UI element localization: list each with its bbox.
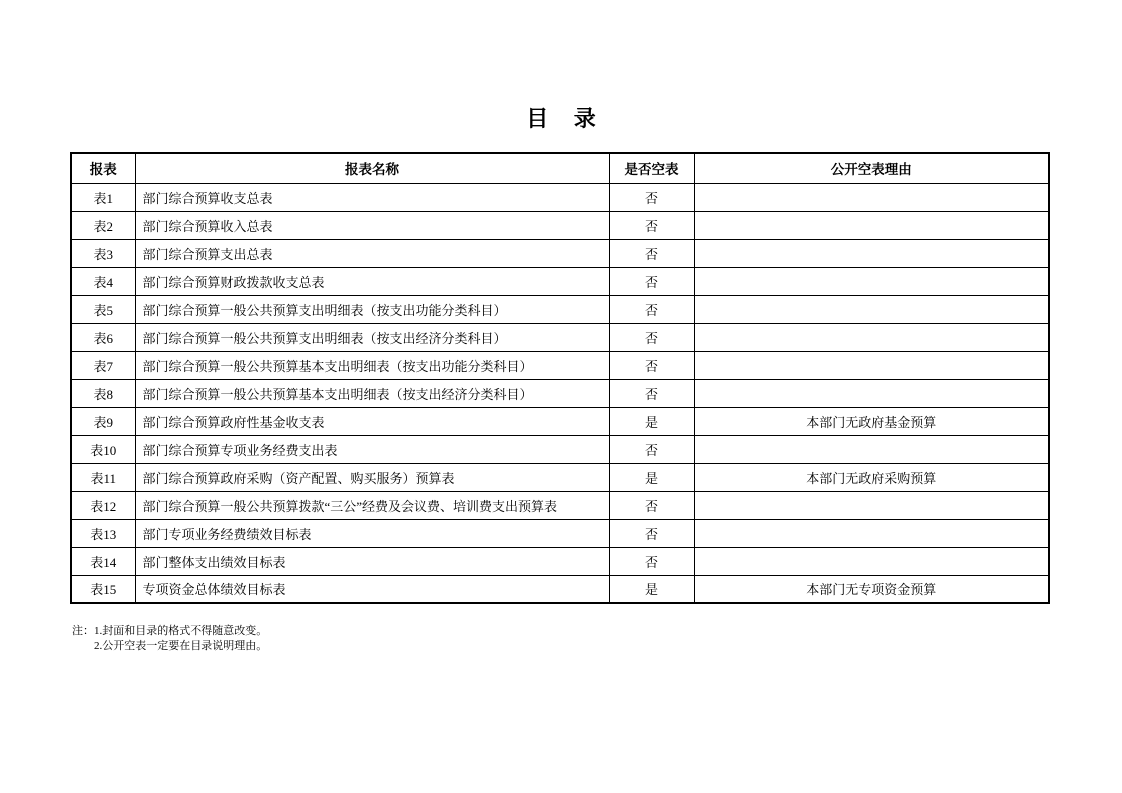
report-id-cell: 表12 (71, 491, 135, 519)
is-empty-cell: 是 (609, 575, 694, 603)
report-id-cell: 表11 (71, 463, 135, 491)
column-header-is-empty: 是否空表 (609, 153, 694, 183)
notes (72, 624, 267, 654)
column-header-report-name: 报表名称 (135, 153, 609, 183)
table-row (71, 183, 1049, 211)
column-header-empty-reason: 公开空表理由 (694, 153, 1049, 183)
table-row (71, 491, 1049, 519)
table-header-row (71, 153, 1049, 183)
note-prefix: 注： (72, 625, 94, 637)
report-name-cell: 部门综合预算一般公共预算基本支出明细表（按支出功能分类科目） (135, 351, 609, 379)
note-line-1 (72, 624, 267, 639)
table-row (71, 295, 1049, 323)
report-id-cell: 表4 (71, 267, 135, 295)
table-row (71, 407, 1049, 435)
empty-reason-cell (694, 183, 1049, 211)
is-empty-cell: 否 (609, 351, 694, 379)
report-id-cell: 表7 (71, 351, 135, 379)
note-item-1: 1.封面和目录的格式不得随意改变。 (94, 625, 268, 637)
empty-reason-cell (694, 435, 1049, 463)
is-empty-cell: 否 (609, 211, 694, 239)
table-row (71, 239, 1049, 267)
empty-reason-cell (694, 239, 1049, 267)
report-id-cell: 表1 (71, 183, 135, 211)
report-name-cell: 部门综合预算专项业务经费支出表 (135, 435, 609, 463)
is-empty-cell: 是 (609, 407, 694, 435)
report-id-cell: 表13 (71, 519, 135, 547)
empty-reason-cell (694, 491, 1049, 519)
is-empty-cell: 否 (609, 491, 694, 519)
report-id-cell: 表9 (71, 407, 135, 435)
report-name-cell: 部门综合预算一般公共预算支出明细表（按支出经济分类科目） (135, 323, 609, 351)
is-empty-cell: 是 (609, 463, 694, 491)
empty-reason-cell (694, 351, 1049, 379)
is-empty-cell: 否 (609, 547, 694, 575)
report-id-cell: 表3 (71, 239, 135, 267)
report-name-cell: 部门综合预算收支总表 (135, 183, 609, 211)
table-row (71, 379, 1049, 407)
report-name-cell: 部门综合预算财政拨款收支总表 (135, 267, 609, 295)
empty-reason-cell (694, 295, 1049, 323)
note-item-2: 2.公开空表一定要在目录说明理由。 (94, 640, 268, 652)
table-row (71, 435, 1049, 463)
report-id-cell: 表5 (71, 295, 135, 323)
report-id-cell: 表10 (71, 435, 135, 463)
is-empty-cell: 否 (609, 435, 694, 463)
table-body (71, 183, 1049, 603)
is-empty-cell: 否 (609, 323, 694, 351)
report-name-cell: 部门综合预算一般公共预算基本支出明细表（按支出经济分类科目） (135, 379, 609, 407)
is-empty-cell: 否 (609, 267, 694, 295)
note-line-2 (72, 639, 267, 654)
report-name-cell: 部门综合预算收入总表 (135, 211, 609, 239)
is-empty-cell: 否 (609, 519, 694, 547)
table-row (71, 463, 1049, 491)
table-row (71, 351, 1049, 379)
report-name-cell: 部门综合预算政府性基金收支表 (135, 407, 609, 435)
column-header-report-id: 报表 (71, 153, 135, 183)
is-empty-cell: 否 (609, 183, 694, 211)
table-row (71, 547, 1049, 575)
table-row (71, 267, 1049, 295)
report-name-cell: 部门综合预算支出总表 (135, 239, 609, 267)
report-name-cell: 部门综合预算政府采购（资产配置、购买服务）预算表 (135, 463, 609, 491)
empty-reason-cell: 本部门无专项资金预算 (694, 575, 1049, 603)
empty-reason-cell (694, 267, 1049, 295)
page-title: 目 录 (526, 106, 606, 131)
toc-table (70, 152, 1050, 604)
empty-reason-cell: 本部门无政府采购预算 (694, 463, 1049, 491)
table-row (71, 211, 1049, 239)
is-empty-cell: 否 (609, 295, 694, 323)
is-empty-cell: 否 (609, 239, 694, 267)
report-id-cell: 表14 (71, 547, 135, 575)
report-name-cell: 部门综合预算一般公共预算支出明细表（按支出功能分类科目） (135, 295, 609, 323)
report-name-cell: 专项资金总体绩效目标表 (135, 575, 609, 603)
report-id-cell: 表6 (71, 323, 135, 351)
empty-reason-cell: 本部门无政府基金预算 (694, 407, 1049, 435)
report-name-cell: 部门综合预算一般公共预算拨款“三公”经费及会议费、培训费支出预算表 (135, 491, 609, 519)
is-empty-cell: 否 (609, 379, 694, 407)
table-row (71, 519, 1049, 547)
report-id-cell: 表2 (71, 211, 135, 239)
report-name-cell: 部门专项业务经费绩效目标表 (135, 519, 609, 547)
empty-reason-cell (694, 519, 1049, 547)
empty-reason-cell (694, 211, 1049, 239)
report-id-cell: 表15 (71, 575, 135, 603)
table-row (71, 575, 1049, 603)
report-name-cell: 部门整体支出绩效目标表 (135, 547, 609, 575)
report-id-cell: 表8 (71, 379, 135, 407)
empty-reason-cell (694, 379, 1049, 407)
empty-reason-cell (694, 323, 1049, 351)
empty-reason-cell (694, 547, 1049, 575)
table-row (71, 323, 1049, 351)
